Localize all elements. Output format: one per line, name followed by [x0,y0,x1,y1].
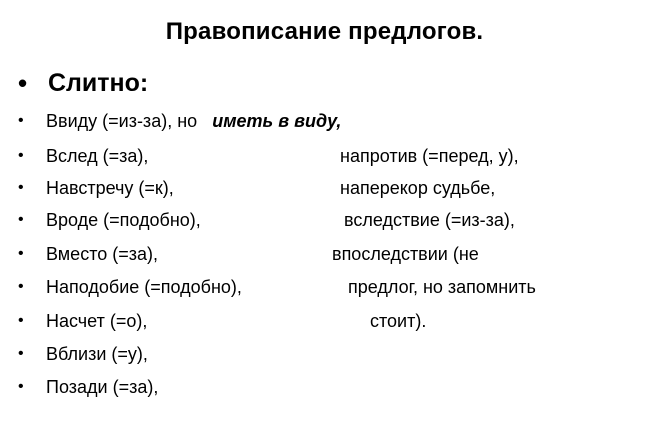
bullet: • [18,179,24,196]
slide-title: Правописание предлогов. [165,18,484,45]
list-item [18,339,638,369]
list-item-text [46,106,341,136]
bullet: • [18,378,24,395]
section-heading [18,66,148,100]
bullet: • [18,245,24,262]
list-item-left: Вроде (=подобно), [46,210,201,230]
list-item-left: Вслед (=за), [46,146,149,166]
list-item-right: предлог, но запомнить [348,277,536,297]
bullet: • [18,112,24,129]
list-item [18,272,638,302]
list-item-right: вследствие (=из-за), [344,210,515,230]
list-item-emphasis: иметь в виду, [212,111,342,131]
list-item [18,141,638,171]
bullet: • [18,345,24,362]
list-item-left: Наподобие (=подобно), [46,277,242,297]
list-item [18,173,638,203]
list-item [18,106,638,136]
list-item-left: Позади (=за), [46,377,159,397]
list-item-right: впоследствии (не [332,244,479,264]
list-item-right: напротив (=перед, у), [340,146,519,166]
list-item [18,306,638,336]
list-item-right: наперекор судьбе, [340,178,496,198]
bullet: • [18,312,24,329]
heading-bullet: • [18,68,28,98]
heading-text: Слитно: [48,68,149,97]
bullet: • [18,147,24,164]
list-item-right: стоит). [370,311,427,331]
list-item-left: Вместо (=за), [46,244,159,264]
list-item-left: Насчет (=о), [46,311,148,331]
list-item [18,205,638,235]
list-item-left: Вблизи (=у), [46,344,148,364]
bullet: • [18,278,24,295]
list-item [18,372,638,402]
bullet: • [18,211,24,228]
list-item [18,239,638,269]
list-item-left: Ввиду (=из-за), но [46,111,198,131]
list-item-left: Навстречу (=к), [46,178,174,198]
